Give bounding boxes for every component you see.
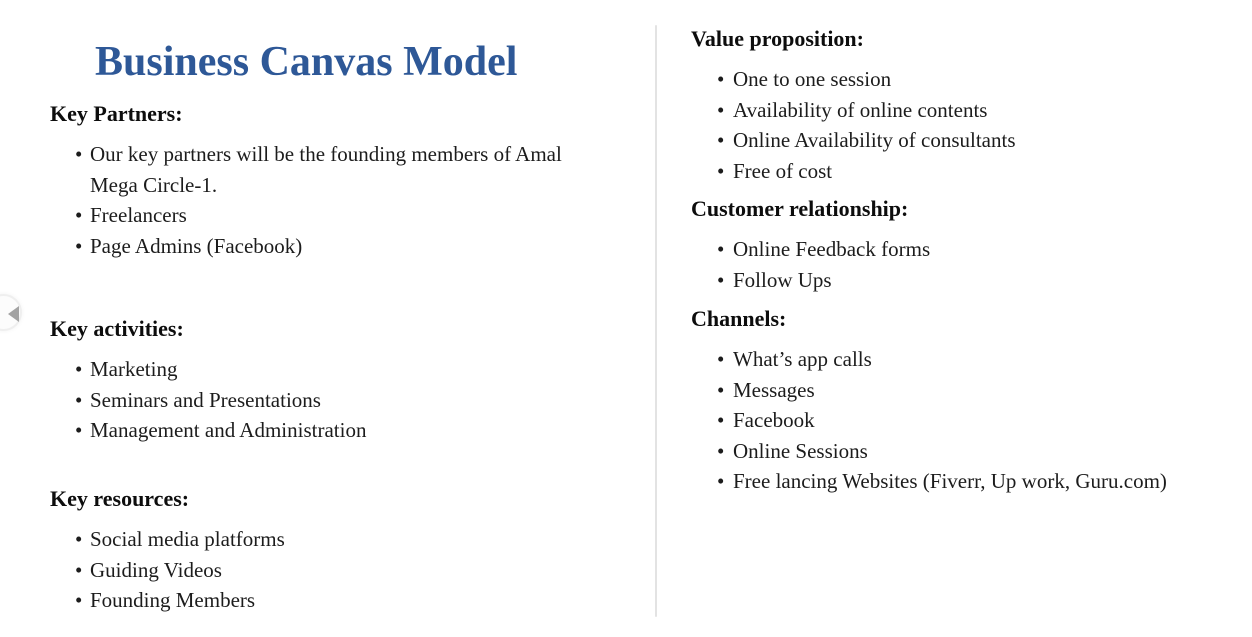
bullet-list <box>691 344 1216 497</box>
page-title: Business Canvas Model <box>95 39 518 85</box>
list-item: • Online Feedback forms <box>691 234 1216 265</box>
column-divider <box>655 25 657 617</box>
list-item: • Free of cost <box>691 156 1216 187</box>
left-arrow-icon <box>8 306 19 322</box>
list-item: • Our key partners will be the founding members of Amal Mega Circle-1. <box>50 139 598 200</box>
bullet-list <box>691 64 1216 186</box>
section-heading: Key Partners: <box>50 101 183 126</box>
list-item: • Online Sessions <box>691 436 1216 467</box>
list-item: • Online Availability of consultants <box>691 125 1216 156</box>
section-value-proposition <box>691 26 1216 186</box>
list-item: • Availability of online contents <box>691 95 1216 126</box>
list-item: • Guiding Videos <box>50 555 598 586</box>
list-item: • Free lancing Websites (Fiverr, Up work, Guru.com) <box>691 466 1216 497</box>
left-column <box>50 0 598 637</box>
previous-page-button[interactable] <box>0 294 22 331</box>
list-item: • Founding Members <box>50 585 598 616</box>
section-heading: Customer relationship: <box>691 196 909 221</box>
section-heading: Value proposition: <box>691 26 864 51</box>
section-key-activities <box>50 316 598 446</box>
right-column <box>691 0 1216 637</box>
section-heading: Key resources: <box>50 486 190 511</box>
list-item: • One to one session <box>691 64 1216 95</box>
section-key-resources <box>50 486 598 616</box>
bullet-list <box>50 354 598 446</box>
section-channels <box>691 306 1216 497</box>
bullet-list <box>691 234 1216 295</box>
section-heading: Key activities: <box>50 316 184 341</box>
list-item: • Social media platforms <box>50 524 598 555</box>
list-item: • Marketing <box>50 354 598 385</box>
list-item: • Messages <box>691 375 1216 406</box>
list-item: • What’s app calls <box>691 344 1216 375</box>
section-heading: Channels: <box>691 306 787 331</box>
list-item: • Freelancers <box>50 200 598 231</box>
bullet-list <box>50 139 598 261</box>
bullet-list <box>50 524 598 616</box>
section-key-partners <box>50 101 598 261</box>
list-item: • Facebook <box>691 405 1216 436</box>
list-item: • Follow Ups <box>691 265 1216 296</box>
list-item: • Management and Administration <box>50 415 598 446</box>
list-item: • Seminars and Presentations <box>50 385 598 416</box>
list-item: • Page Admins (Facebook) <box>50 231 598 262</box>
section-customer-relationship <box>691 196 1216 295</box>
